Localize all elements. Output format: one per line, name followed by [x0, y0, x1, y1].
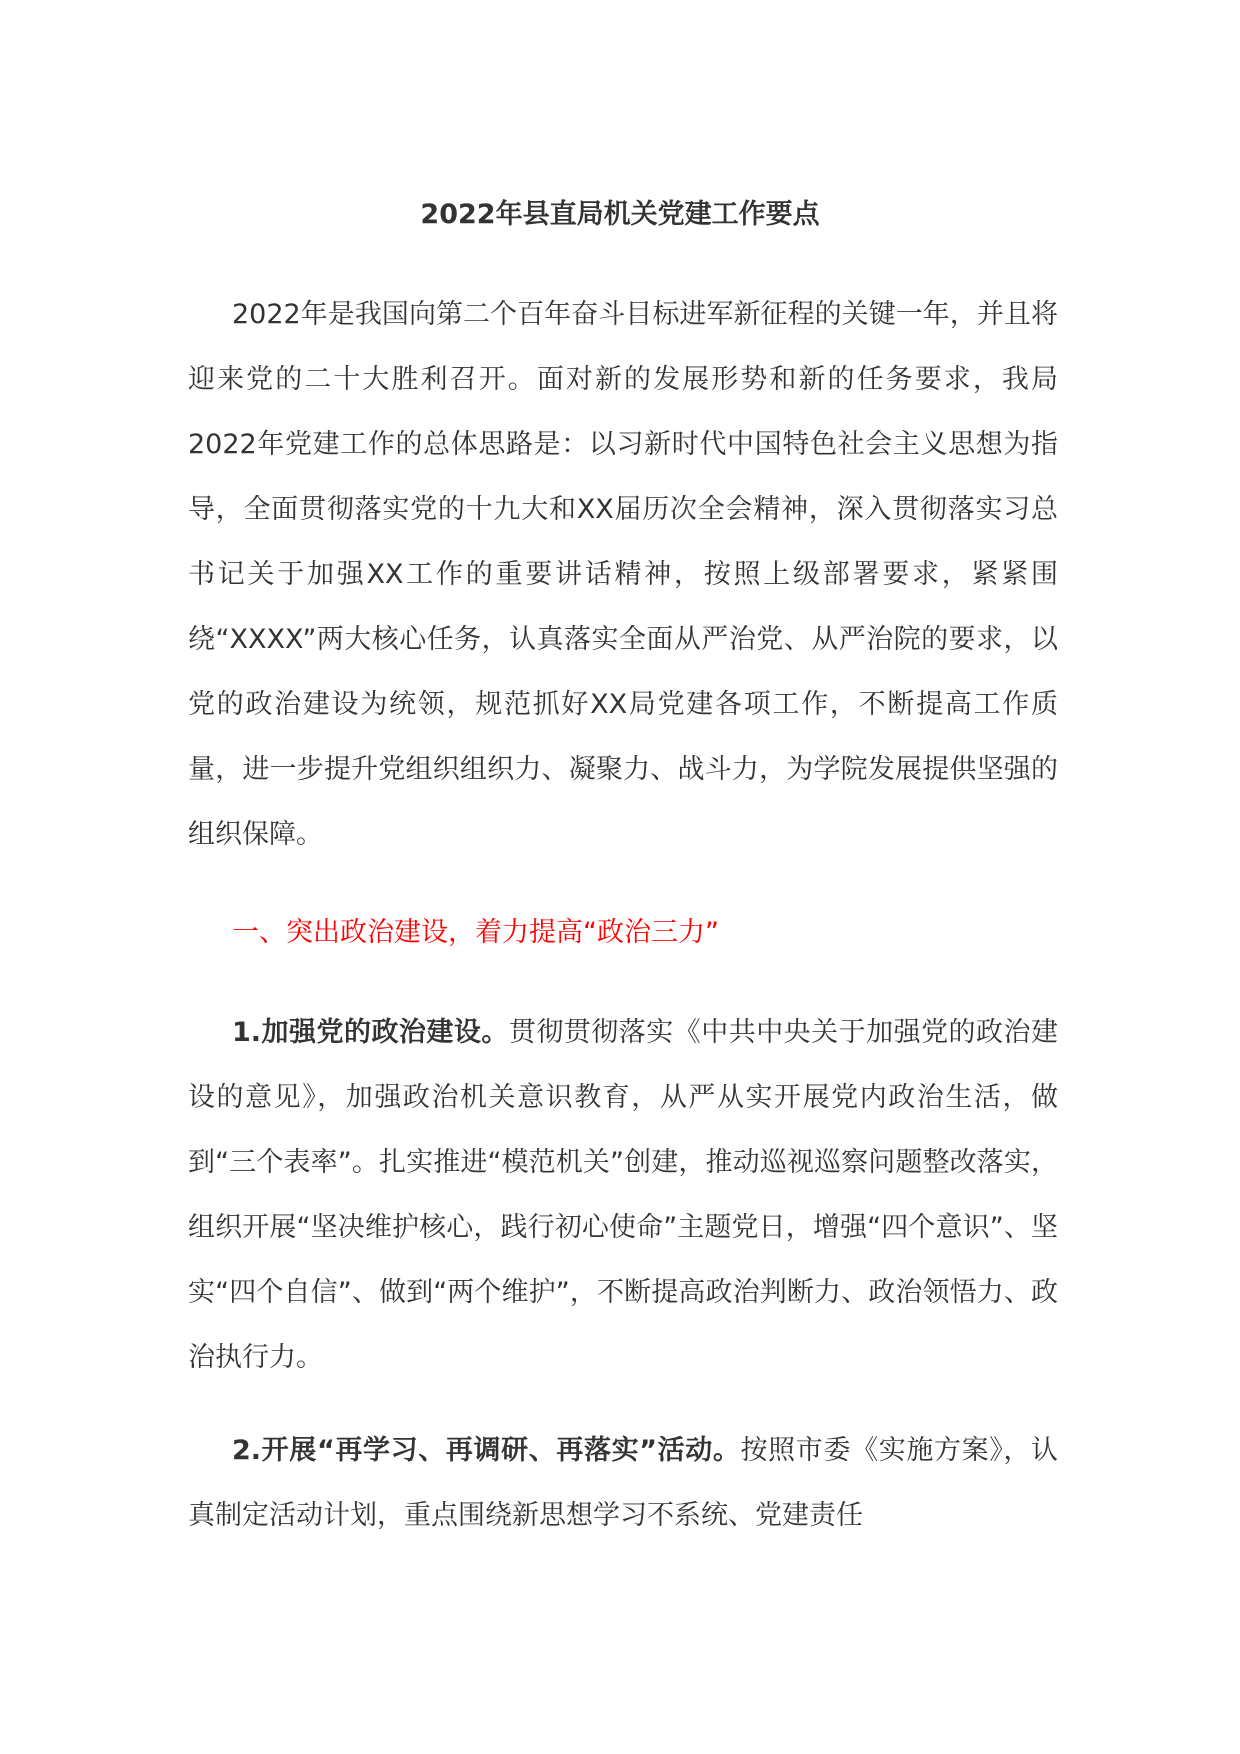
- item-1-body: 贯彻贯彻落实《中共中央关于加强党的政治建设的意见》，加强政治机关意识教育，从严从实开展党内政治生活，做到“三个表率”。扎实推进“模范机关”创建，推动巡视巡察问题整改落实，组织开展“坚决维护核心，践行初心使命”主题党日，增强“四个意识”、坚实“四个自信”、做到“两个维护”，不断提高政治判断力、政治领悟力、政治执行力。: [188, 1017, 1059, 1373]
- intro-paragraph: 2022年是我国向第二个百年奋斗目标进军新征程的关键一年，并且将迎来党的二十大胜利召开。面对新的发展形势和新的任务要求，我局2022年党建工作的总体思路是：以习新时代中国特色社会主义思想为指导，全面贯彻落实党的十九大和XX届历次全会精神，深入贯彻落实习总书记关于加强XX工作的重要讲话精神，按照上级部署要求，紧紧围绕“XXXX”两大核心任务，认真落实全面从严治党、从严治院的要求，以党的政治建设为统领，规范抓好XX局党建各项工作，不断提高工作质量，进一步提升党组织组织力、凝聚力、战斗力，为学院发展提供坚强的组织保障。: [188, 299, 1058, 850]
- item-paragraph-1: [188, 1000, 1058, 1390]
- document-title: 2022年县直局机关党建工作要点: [420, 199, 820, 230]
- section-heading-1: 一、突出政治建设，着力提高“政治三力”: [232, 917, 719, 948]
- item-2-lead: 2.开展“再学习、再调研、再落实”活动。: [232, 1435, 741, 1466]
- item-1-lead: 1.加强党的政治建设。: [232, 1017, 509, 1048]
- item-paragraph-2: [188, 1418, 1058, 1548]
- item-2-body: 按照市委《实施方案》，认真制定活动计划，重点围绕新思想学习不系统、党建责任: [188, 1435, 1058, 1531]
